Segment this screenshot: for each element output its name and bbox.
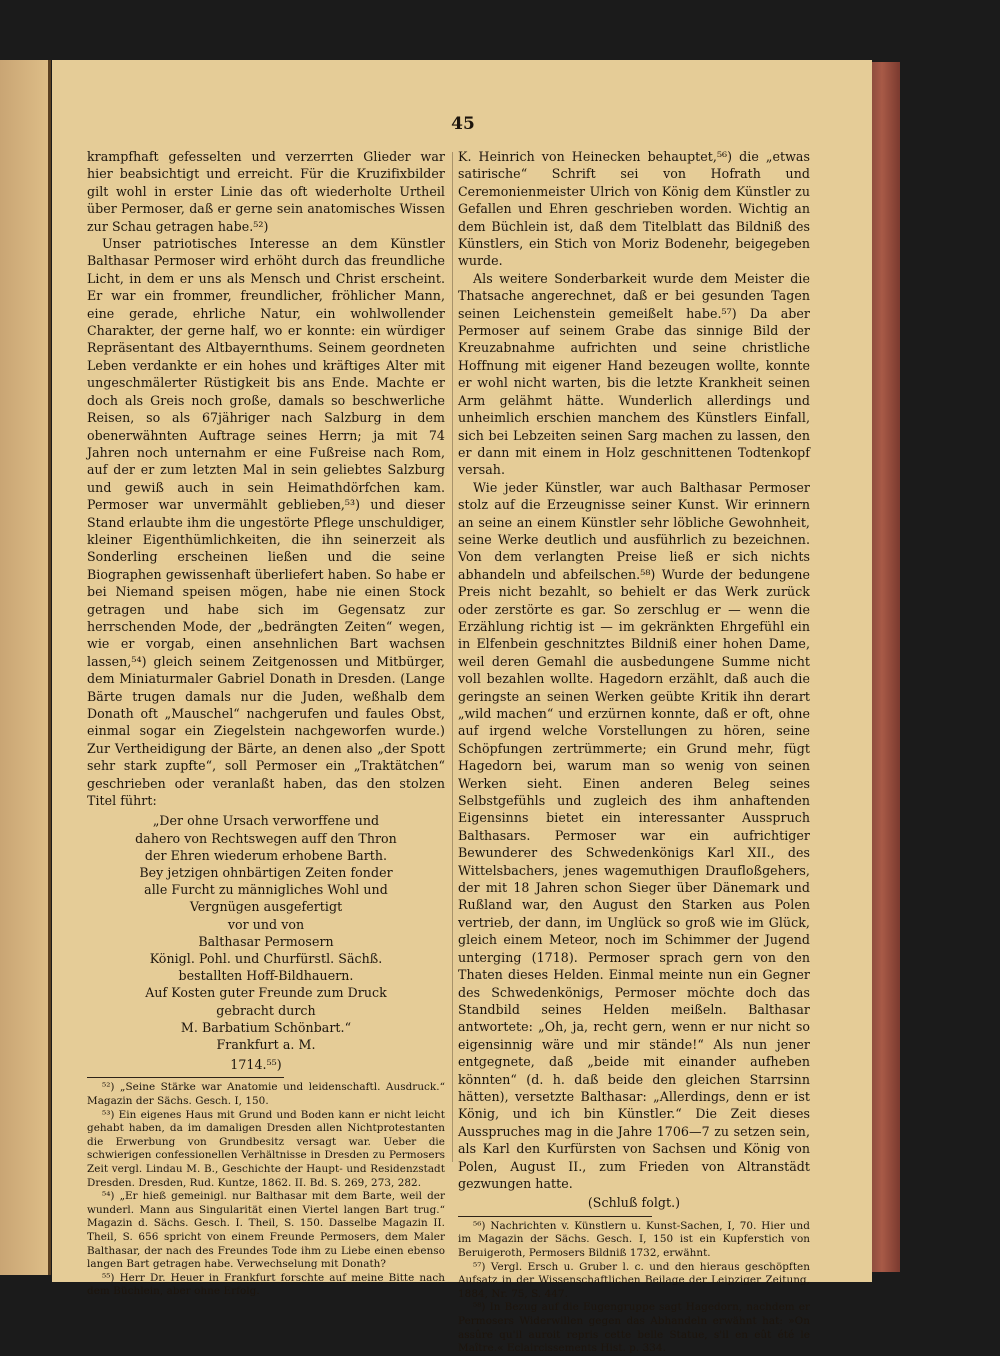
- paragraph: K. Heinrich von Heinecken behauptet,⁵⁶) die „etwas satirische“ Schrift sei von Hofrath und Ceremonienmeister Ulrich von König dem Künstler zu Gefallen und Ehren geschrieben worden. Wichtig an dem Büchlein ist, daß dem Titelblatt das Bildniß des Künstlers, ein Stich von Moriz Bodenehr, beigegeben wurde.: [458, 149, 810, 269]
- footnote: ⁵⁴) „Er hieß gemeinigl. nur Balthasar mit dem Barte, weil der wunderl. Mann aus Singularität einen Viertel langen Bart trug.“ Magazin d. Sächs. Gesch. I. Theil, S. 150. Dasselbe Magazin II. Theil, S. 656 spricht von einem Freunde Permosers, dem Maler Balthasar, der nach des Freundes Tode ihm zu Liebe einen ebenso langen Bart getragen habe. Verwechselung mit Donath?: [87, 1190, 445, 1271]
- column-divider: [452, 152, 453, 1162]
- title-line: Königl. Pohl. und Churfürstl. Sächß.: [149, 951, 383, 967]
- footnote-rule: [87, 1077, 284, 1078]
- title-line: Balthasar Permosern: [198, 933, 334, 949]
- title-line: Bey jetzigen ohnbärtigen Zeiten fonder: [139, 865, 393, 881]
- book-cover-edge: [868, 62, 900, 1272]
- left-column: [87, 148, 445, 1299]
- quoted-book-title: [87, 812, 445, 1073]
- footnote: ⁵⁸) In Bezug auf die Eugengruppe sagt Hagedorn, nachdem er Permosers Widerwillen gegen das Abhandeln erwähnt hat: »On assûre qu'il auroit repris cette belle Statue, s'il en eût été le Maître.« Eclaircissements Hist. p. 334.: [458, 1301, 810, 1355]
- book-page: [52, 60, 872, 1355]
- title-line: alle Furcht zu männigliches Wohl und: [144, 882, 388, 898]
- footnote-rule: [458, 1216, 652, 1217]
- paragraph: Unser patriotisches Interesse an dem Künstler Balthasar Permoser wird erhöht durch das freundliche Licht, in dem er uns als Mensch und Christ erscheint. Er war ein frommer, freundlicher, fröhlicher Mann, eine gerade, ehrliche Natur, ein wohlwollender Charakter, der gerne half, wo er konnte: ein würdiger Repräsentant des Altbayernthums. Seinem geordneten Leben verdankte er ein hohes und kräftiges Alter mit ungeschmälerter Rüstigkeit bis ans Ende. Machte er doch als Greis noch große, damals so beschwerliche Reisen, so als 67jähriger nach Salzburg in dem obenerwähnten Auftrage seines Herrn; ja mit 74 Jahren noch unternahm er eine Fußreise nach Rom, auf der er zum letzten Mal in sein geliebtes Salzburg und gewiß auch in sein Heimathdörfchen kam. Permoser war unvermählt geblieben,⁵³) und dieser Stand erlaubte ihm die ungestörte Pflege unschuldiger, kleiner Eigenthümlichkeiten, die ihn seinerzeit als Sonderling erscheinen ließen und die seine Biographen gewissenhaft überliefert haben. So habe er bei Niemand speisen mögen, habe nie einen Stock getragen und habe sich im Gegensatz zur herrschenden Mode, der „bedrängten Zeiten“ wegen, wie er vorgab, einen ansehnlichen Bart wachsen lassen,⁵⁴) gleich seinem Zeitgenossen und Mitbürger, dem Miniaturmaler Gabriel Donath in Dresden. (Lange Bärte trugen damals nur die Juden, weßhalb dem Donath oft „Mauschel“ nachgerufen und faules Obst, einmal sogar ein Ziegelstein nachgeworfen wurde.) Zur Vertheidigung der Bärte, an denen also „der Spott sehr stark zupfte“, soll Permoser ein „Traktätchen“ geschrieben oder veranlaßt haben, das den stolzen Titel führt:: [87, 236, 445, 809]
- paragraph: Als weitere Sonderbarkeit wurde dem Meister die Thatsache angerechnet, daß er bei gesunden Tagen seinen Leichenstein gemeißelt habe.⁵⁷) Da aber Permoser auf seinem Grabe das sinnige Bild der Kreuzabnahme aufrichten und seine christliche Hoffnung mit eigener Hand bezeugen wollte, konnte er wohl nicht warten, bis die letzte Krankheit seinen Arm gelähmt hätte. Wunderlich allerdings und unheimlich erschien manchem des Künstlers Einfall, sich bei Lebzeiten seinen Sarg machen zu lassen, den er dann mit einem in Holz geschnittenen Todtenkopf versah.: [458, 270, 810, 478]
- page-number: 45: [451, 114, 475, 134]
- title-line: der Ehren wiederum erhobene Barth.: [144, 847, 388, 863]
- title-line: M. Barbatium Schönbart.“: [180, 1019, 352, 1035]
- paragraph: krampfhaft gefesselten und verzerrten Glieder war hier beabsichtigt und erreicht. Für die Kruzifixbilder gilt wohl in erster Linie das oft wiederholte Urtheil über Permoser, daß er gerne sein anatomisches Wissen zur Schau getragen habe.⁵²): [87, 149, 445, 234]
- title-line: vor und von: [227, 916, 305, 932]
- right-column: [458, 148, 810, 1356]
- title-line: gebracht durch: [216, 1002, 316, 1018]
- title-date: 1714.⁵⁵): [230, 1057, 282, 1073]
- footnote: ⁵⁵) Herr Dr. Heuer in Frankfurt forschte auf meine Bitte nach dem Büchlein, aber ohne Erfolg.: [87, 1271, 445, 1298]
- title-line: Frankfurt a. M.: [216, 1037, 316, 1053]
- footnote: ⁵⁷) Vergl. Ersch u. Gruber l. c. und den hieraus geschöpften Aufsatz in der Wissenschaftlichen Beilage der Leipziger Zeitung, 1884, Nr. 75, S. 447.: [458, 1260, 810, 1300]
- title-line: „Der ohne Ursach verworffene und: [152, 813, 380, 829]
- footnote: ⁵²) „Seine Stärke war Anatomie und leidenschaftl. Ausdruck.“ Magazin der Sächs. Gesch. I, 150.: [87, 1081, 445, 1108]
- title-line: bestallten Hoff-Bildhauern.: [178, 968, 354, 984]
- footnote: ⁵⁶) Nachrichten v. Künstlern u. Kunst-Sachen, I, 70. Hier und im Magazin der Sächs. Gesch. I, 150 ist ein Kupferstich von Beruigeroth, Permosers Bildniß 1732, erwähnt.: [458, 1219, 810, 1259]
- left-page-edge: [0, 60, 51, 1275]
- to-be-continued: (Schluß folgt.): [587, 1195, 681, 1211]
- paragraph: Wie jeder Künstler, war auch Balthasar Permoser stolz auf die Erzeugnisse seiner Kunst. Wir erinnern an seine an einem Künstler sehr löbliche Gewohnheit, seine Werke deutlich und ausführlich zu bezeichnen. Von dem verlangten Preise ließ er sich nichts abhandeln und abfeilschen.⁵⁸) Wurde der bedungene Preis nicht bezahlt, so behielt er das Werk zurück oder zerstörte es gar. So zerschlug er — wenn die Erzählung richtig ist — im gekränkten Ehrgefühl ein in Elfenbein geschnitztes Bildniß einer hohen Dame, weil deren Gemahl die ausbedungene Summe nicht voll bezahlen wollte. Hagedorn erzählt, daß auch die geringste an seinen Werken geübte Kritik ihn derart „wild machen“ und erzürnen konnte, daß er oft, ohne auf irgend welche Vorstellungen zu hören, seine Schöpfungen zertrümmerte; ein Grund mehr, fügt Hagedorn bei, warum man so wenig von seinen Werken sieht. Einen anderen Beleg seines Selbstgefühls und zugleich des ihm anhaftenden Eigensinns bietet ein interessanter Ausspruch Balthasars. Permoser war ein aufrichtiger Bewunderer des Schwedenkönigs Karl XII., des Wittelsbachers, jenes wagemuthigen Draufloßgehers, der mit 18 Jahren schon Sieger über Dänemark und Rußland war, den August den Starken aus Polen vertrieb, der dann, im Unglück so groß wie im Glück, gleich einem Meteor, noch im Schimmer der Jugend unterging (1718). Permoser sprach gern von den Thaten dieses Helden. Einmal meinte nun ein Gegner des Schwedenkönigs, Permoser möchte doch das Standbild seines Helden meißeln. Balthasar antwortete: „Oh, ja, recht gern, wenn er nur nicht so eigensinnig wäre und mir stände!“ Als nun jener entgegnete, daß „beide mit einander aufheben könnten“ (d. h. daß beide den gleichen Starrsinn hätten), versetzte Balthasar: „Allerdings, denn er ist König, und ich bin Künstler.“ Die Zeit dieses Ausspruches mag in die Jahre 1706—7 zu setzen sein, als Karl den Kurfürsten von Sachsen und König von Polen, August II., zum Frieden von Altranstädt gezwungen hatte.: [458, 479, 810, 1191]
- title-line: Vergnügen ausgefertigt: [189, 899, 343, 915]
- title-line: Auf Kosten guter Freunde zum Druck: [145, 985, 387, 1001]
- footnote: ⁵³) Ein eigenes Haus mit Grund und Boden kann er nicht leicht gehabt haben, da im damaligen Dresden allen Nichtprotestanten die Erwerbung von Grundbesitz versagt war. Ueber die schwierigen confessionellen Verhältnisse in Dresden zu Permosers Zeit vergl. Lindau M. B., Geschichte der Haupt- und Residenzstadt Dresden. Dresden, Rud. Kuntze, 1862. II. Bd. S. 269, 273, 282.: [87, 1108, 445, 1189]
- title-line: dahero von Rechtswegen auff den Thron: [135, 830, 397, 846]
